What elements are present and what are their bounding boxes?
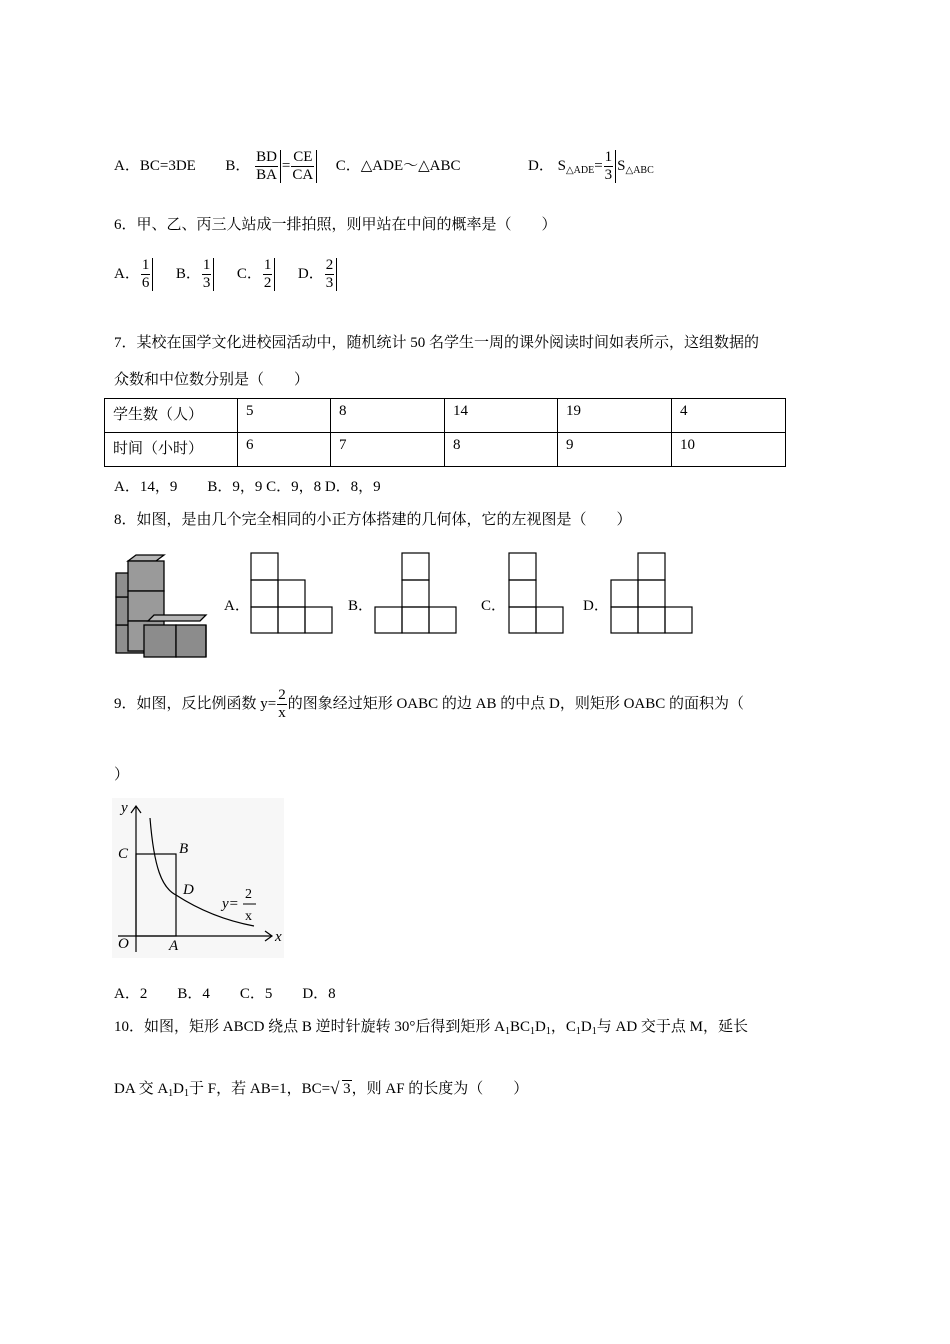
q6-options	[114, 258, 338, 291]
q10-line2-end: ，则 AF 的长度为（ ）	[351, 1081, 529, 1097]
q9-stem-pre: 9．如图，反比例函数 y=	[114, 695, 277, 712]
subscript: 1	[575, 1026, 581, 1037]
table-row	[105, 433, 786, 467]
q9-stem	[114, 688, 744, 721]
table-cell: 时间（小时）	[105, 433, 238, 467]
q7-stem-line1: 7．某校在国学文化进校园活动中，随机统计 50 名学生一周的课外阅读时间如表所示，这组数据的	[114, 335, 760, 351]
q8-stem: 8．如图，是由几个完全相同的小正方体搭建的几何体，它的左视图是（ ）	[114, 512, 632, 528]
q6-a-label: A．	[114, 265, 140, 282]
q10-line2-d: D	[173, 1081, 185, 1097]
q6-d-fraction: $\frac{2}{3}$	[325, 258, 338, 291]
q5-b-fraction-1: $\frac{BD}{BA}$	[255, 150, 281, 183]
q9-close-paren: ）	[114, 767, 130, 783]
q5-b-equals: =	[281, 157, 291, 174]
q10-line2-text: DA 交 A	[114, 1081, 169, 1097]
subscript: 1	[505, 1026, 511, 1037]
q6-b-fraction: $\frac{1}{3}$	[202, 258, 215, 291]
q8-view-d	[610, 552, 694, 634]
graph-label-b: B	[179, 841, 189, 857]
q10-line1-d: D	[535, 1019, 546, 1035]
subscript: 1	[168, 1088, 174, 1099]
sqrt-symbol: √ 3	[330, 1079, 351, 1098]
q5-d-label: D．	[528, 157, 554, 174]
subscript: 1	[591, 1026, 597, 1037]
graph-label-x: x	[275, 929, 282, 945]
table-cell: 14	[445, 399, 558, 433]
q9-options: A．2 B．4 C．5 D．8	[114, 986, 336, 1002]
q8-solid-figure	[110, 553, 210, 661]
table-cell: 学生数（人）	[105, 399, 238, 433]
subscript: 1	[545, 1026, 551, 1037]
graph-label-y: y	[121, 800, 128, 816]
table-row	[105, 399, 786, 433]
q9-stem-post: 的图象经过矩形 OABC 的边 AB 的中点 D，则矩形 OABC 的面积为（	[287, 695, 744, 712]
q5-a-text: BC=3DE	[139, 157, 196, 174]
subscript: 1	[530, 1026, 536, 1037]
table-cell: 19	[558, 399, 672, 433]
q7-table	[104, 398, 786, 467]
graph-label-d: D	[183, 882, 194, 898]
q5-c-text: △ADE～△ABC	[360, 157, 461, 174]
q6-a-fraction: $\frac{1}{6}$	[141, 258, 154, 291]
table-cell: 9	[558, 433, 672, 467]
table-cell: 4	[672, 399, 786, 433]
q5-d-text: $S_{\triangle ADE}=$ $\frac{1}{3}$ $S_{\triangle ABC}$	[557, 149, 654, 183]
q5-b-fraction-2: $\frac{CE}{CA}$	[291, 150, 317, 183]
q6-c-fraction: $\frac{1}{2}$	[263, 258, 276, 291]
q7-stem-line2: 众数和中位数分别是（ ）	[114, 372, 310, 388]
q9-graph	[112, 798, 284, 958]
q5-b-label: B．	[225, 157, 251, 174]
table-cell: 10	[672, 433, 786, 467]
q10-line1-end: 与 AD 交于点 M，延长	[596, 1019, 748, 1035]
graph-fn-num: 2	[245, 887, 252, 902]
q5-options	[114, 150, 654, 183]
graph-label-a: A	[169, 938, 179, 954]
graph-label-origin: O	[118, 936, 129, 952]
table-cell: 7	[331, 433, 445, 467]
q6-c-label: C．	[236, 265, 262, 282]
q10-line2	[114, 1077, 528, 1099]
q8-view-c	[508, 552, 566, 634]
graph-label-c: C	[118, 846, 129, 862]
q6-stem: 6．甲、乙、丙三人站成一排拍照，则甲站在中间的概率是（ ）	[114, 217, 557, 233]
q5-c-label: C．	[335, 157, 361, 174]
q8-view-a	[250, 552, 334, 634]
q6-b-label: B．	[175, 265, 201, 282]
q8-a-label: A．	[224, 598, 250, 614]
table-cell: 6	[238, 433, 331, 467]
q10-line1-bc: BC	[510, 1019, 531, 1035]
graph-fn-prefix: y=	[222, 896, 239, 912]
q8-b-label: B．	[348, 598, 374, 614]
q6-d-label: D．	[297, 265, 324, 282]
table-cell: 5	[238, 399, 331, 433]
q10-line1	[114, 1015, 748, 1037]
q10-line1-c: ，C	[550, 1019, 576, 1035]
table-cell: 8	[331, 399, 445, 433]
q10-line2-mid: 于 F，若 AB=1，BC=	[189, 1081, 331, 1097]
q8-c-label: C．	[481, 598, 507, 614]
q5-a-label: A．	[114, 157, 140, 174]
q10-line1-d2: D	[580, 1019, 592, 1035]
q9-fraction: $\frac{2}{x}$	[278, 687, 286, 721]
subscript: 1	[184, 1088, 190, 1099]
q10-line1-text: 10．如图，矩形 ABCD 绕点 B 逆时针旋转 30°后得到矩形 A	[114, 1019, 506, 1035]
q8-d-label: D．	[583, 598, 609, 614]
table-cell: 8	[445, 433, 558, 467]
q8-view-b	[374, 552, 458, 634]
q7-options: A．14，9 B．9，9 C．9，8 D．8，9	[114, 479, 381, 495]
graph-fn-den: x	[245, 909, 252, 924]
